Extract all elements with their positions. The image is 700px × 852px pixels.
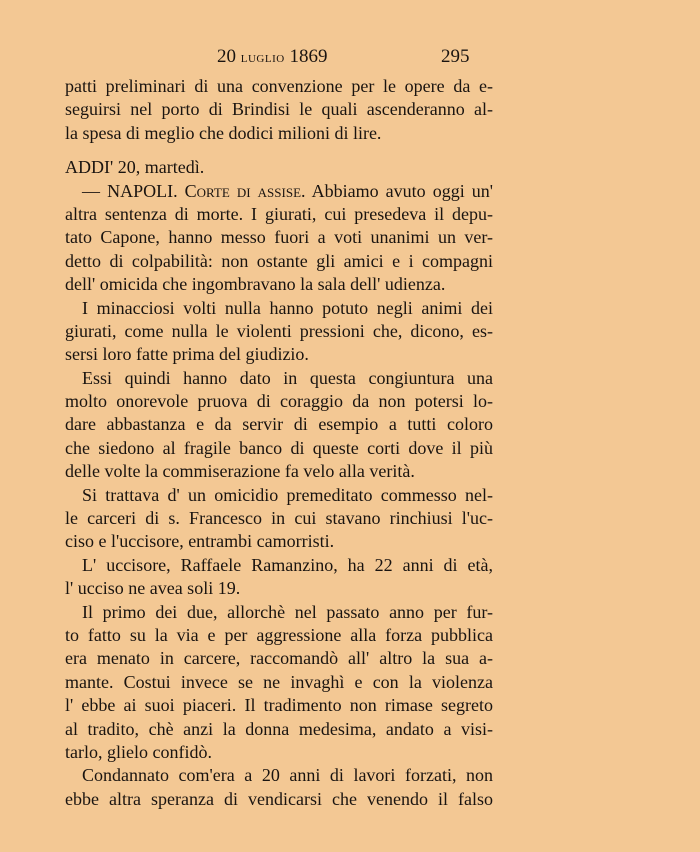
- text-line: ciso e l'uccisore, entrambi camorristi.: [65, 531, 335, 552]
- text-line: al tradito, chè anzi la donna medesima, andato a visi-: [65, 718, 493, 739]
- text-line: dell' omicida che ingombravano la sala dell' udienza.: [65, 274, 446, 295]
- paragraph: [65, 297, 493, 367]
- text-line: to fatto su la via e per aggressione alla forza pubblica: [65, 624, 493, 645]
- intro-paragraph: [65, 75, 493, 145]
- text-line: Condannato com'era a 20 anni di lavori forzati, non: [82, 765, 493, 786]
- running-header: [0, 46, 700, 72]
- paragraph: [65, 484, 493, 554]
- day-heading: ADDI' 20, martedì.: [65, 157, 205, 178]
- page-number: 295: [441, 46, 470, 67]
- text-line: che siedono al fragile banco di queste corti dove il più: [65, 437, 493, 458]
- text-line: mante. Costui invece se ne invaghì e con la violenza: [65, 671, 493, 692]
- text-line: Essi quindi hanno dato in questa congiuntura una: [82, 367, 493, 388]
- text-line: dare abbastanza e da servir di esempio a tutti coloro: [65, 414, 493, 435]
- text-line: seguirsi nel porto di Brindisi le quali ascenderanno al-: [65, 99, 493, 120]
- text-line: tato Capone, hanno messo fuori a voti unanimi un ver-: [65, 227, 493, 248]
- text-line: molto onorevole pruova di coraggio da non potersi lo-: [65, 391, 493, 412]
- paragraph: [65, 554, 493, 601]
- text-line: ebbe altra speranza di vendicarsi che venendo il falso: [65, 788, 493, 809]
- text-line: le carceri di s. Francesco in cui stavano rinchiusi l'uc-: [65, 508, 493, 529]
- text-line: tarlo, glielo confidò.: [65, 741, 212, 762]
- text-line: la spesa di meglio che dodici milioni di lire.: [65, 122, 382, 143]
- text-line: Si trattava d' un omicidio premeditato commesso nel-: [82, 484, 493, 505]
- text-line: I minacciosi volti nulla hanno potuto negli animi dei: [82, 297, 493, 318]
- text-line: giurati, come nulla le violenti pressioni che, dicono, es-: [65, 320, 493, 341]
- text-line: delle volte la commiserazione fa velo alla verità.: [65, 461, 415, 482]
- text-line: altra sentenza di morte. I giurati, cui presedeva il depu-: [65, 203, 493, 224]
- text-line: era menato in carcere, raccomandò all' altro la sua a-: [65, 648, 493, 669]
- header-date: 20 luglio 1869: [217, 46, 328, 67]
- text-line: l' ebbe ai suoi piaceri. Il tradimento non rimase segreto: [65, 695, 493, 716]
- text-line: Il primo dei due, allorchè nel passato anno per fur-: [82, 601, 493, 622]
- text-line: — NAPOLI. Corte di assise. Abbiamo avuto oggi un': [82, 180, 494, 201]
- text-line: L' uccisore, Raffaele Ramanzino, ha 22 anni di età,: [82, 554, 493, 575]
- page-body: [65, 75, 493, 811]
- paragraph: [65, 367, 493, 484]
- paragraph: [65, 601, 493, 765]
- text-line: patti preliminari di una convenzione per le opere da e-: [65, 76, 493, 96]
- section-title: Corte di assise: [184, 180, 302, 201]
- text-line: sersi loro fatte prima del giudizio.: [65, 344, 309, 365]
- text-line: l' ucciso ne avea soli 19.: [65, 578, 241, 599]
- text-line: detto di colpabilità: non ostante gli amici e i compagni: [65, 250, 493, 271]
- news-paragraph: [65, 180, 493, 297]
- paragraph: [65, 764, 493, 811]
